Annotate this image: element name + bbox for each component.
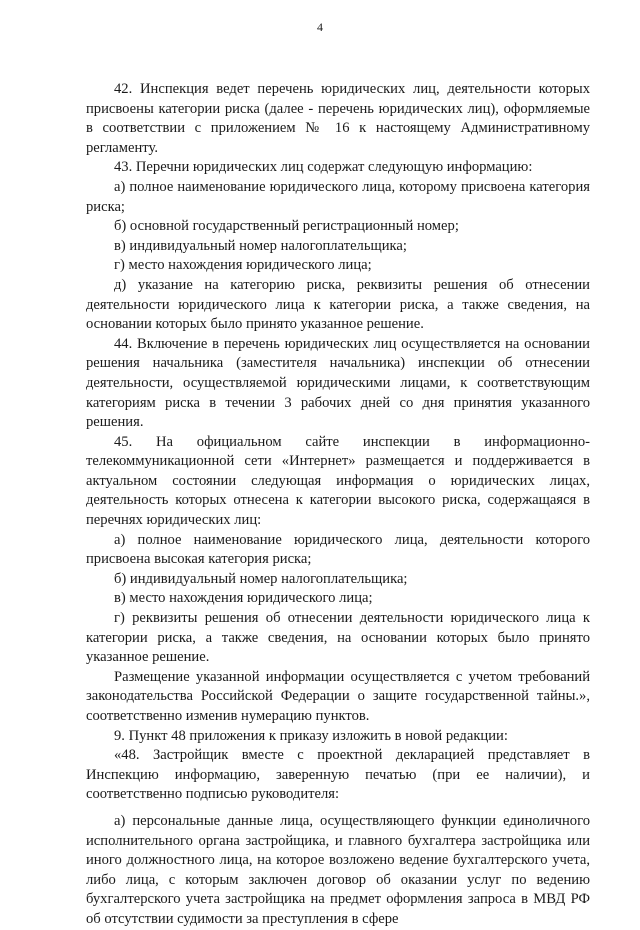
paragraph: б) индивидуальный номер налогоплательщика;: [114, 570, 408, 587]
paragraph: г) место нахождения юридического лица;: [114, 257, 372, 274]
paragraph: 9. Пункт 48 приложения к приказу изложить в новой редакции:: [114, 727, 508, 744]
paragraph: а) персональные данные лица, осуществляющего функции единоличного исполнительного органа застройщика, и главного бухгалтера застройщика или иного должностного лица, на которое возложено ведение бухгалтерского учета, либо лица, с которым заключен договор об оказании услуг по ведению бухгалтерского учета застройщика на предмет оформления запроса в МВД РФ об отсутствии судимости за преступления в сфере: [86, 812, 590, 927]
paragraph: а) полное наименование юридического лица, которому присвоена категория риска;: [86, 178, 590, 215]
page-number: 4: [317, 20, 323, 34]
paragraph: «48. Застройщик вместе с проектной декларацией представляет в Инспекцию информацию, заверенную печатью (при ее наличии), и соответственно подписью руководителя:: [86, 747, 590, 803]
paragraph: 43. Перечни юридических лиц содержат следующую информацию:: [114, 159, 533, 176]
document-body: [86, 80, 590, 930]
paragraph: б) основной государственный регистрационный номер;: [114, 218, 459, 235]
paragraph: в) место нахождения юридического лица;: [114, 590, 373, 607]
paragraph: 42. Инспекция ведет перечень юридических лиц, деятельности которых присвоены категории риска (далее - перечень юридических лиц), оформляемые в соответствии с приложением № 16 к настоящему Административному регламенту.: [86, 81, 590, 156]
paragraph: Размещение указанной информации осуществляется с учетом требований законодательства Российской Федерации о защите государственной тайны.», соответственно изменив нумерацию пунктов.: [86, 668, 590, 724]
paragraph: г) реквизиты решения об отнесении деятельности юридического лица к категории риска, а также сведения, на основании которых было принято указанное решение.: [86, 610, 590, 666]
paragraph: 44. Включение в перечень юридических лиц осуществляется на основании решения начальника (заместителя начальника) инспекции об отнесении деятельности, осуществляемой юридическими лицами, к соответствующим категориям риска в течении 3 рабочих дней со дня принятия указанного решения.: [86, 335, 590, 431]
paragraph: 45. На официальном сайте инспекции в информационно-телекоммуникационной сети «Интернет» размещается и поддерживается в актуальном состоянии следующая информация о юридических лицах, деятельность которых отнесена к категории высокого риска, содержащаяся в перечнях юридических лиц:: [86, 433, 590, 529]
paragraph: д) указание на категорию риска, реквизиты решения об отнесении деятельности юридического лица к категории риска, а также сведения, на основании которых было принято указанное решение.: [86, 276, 590, 333]
paragraph: а) полное наименование юридического лица, деятельности которого присвоена высокая категория риска;: [86, 531, 590, 568]
paragraph: в) индивидуальный номер налогоплательщика;: [114, 237, 407, 254]
